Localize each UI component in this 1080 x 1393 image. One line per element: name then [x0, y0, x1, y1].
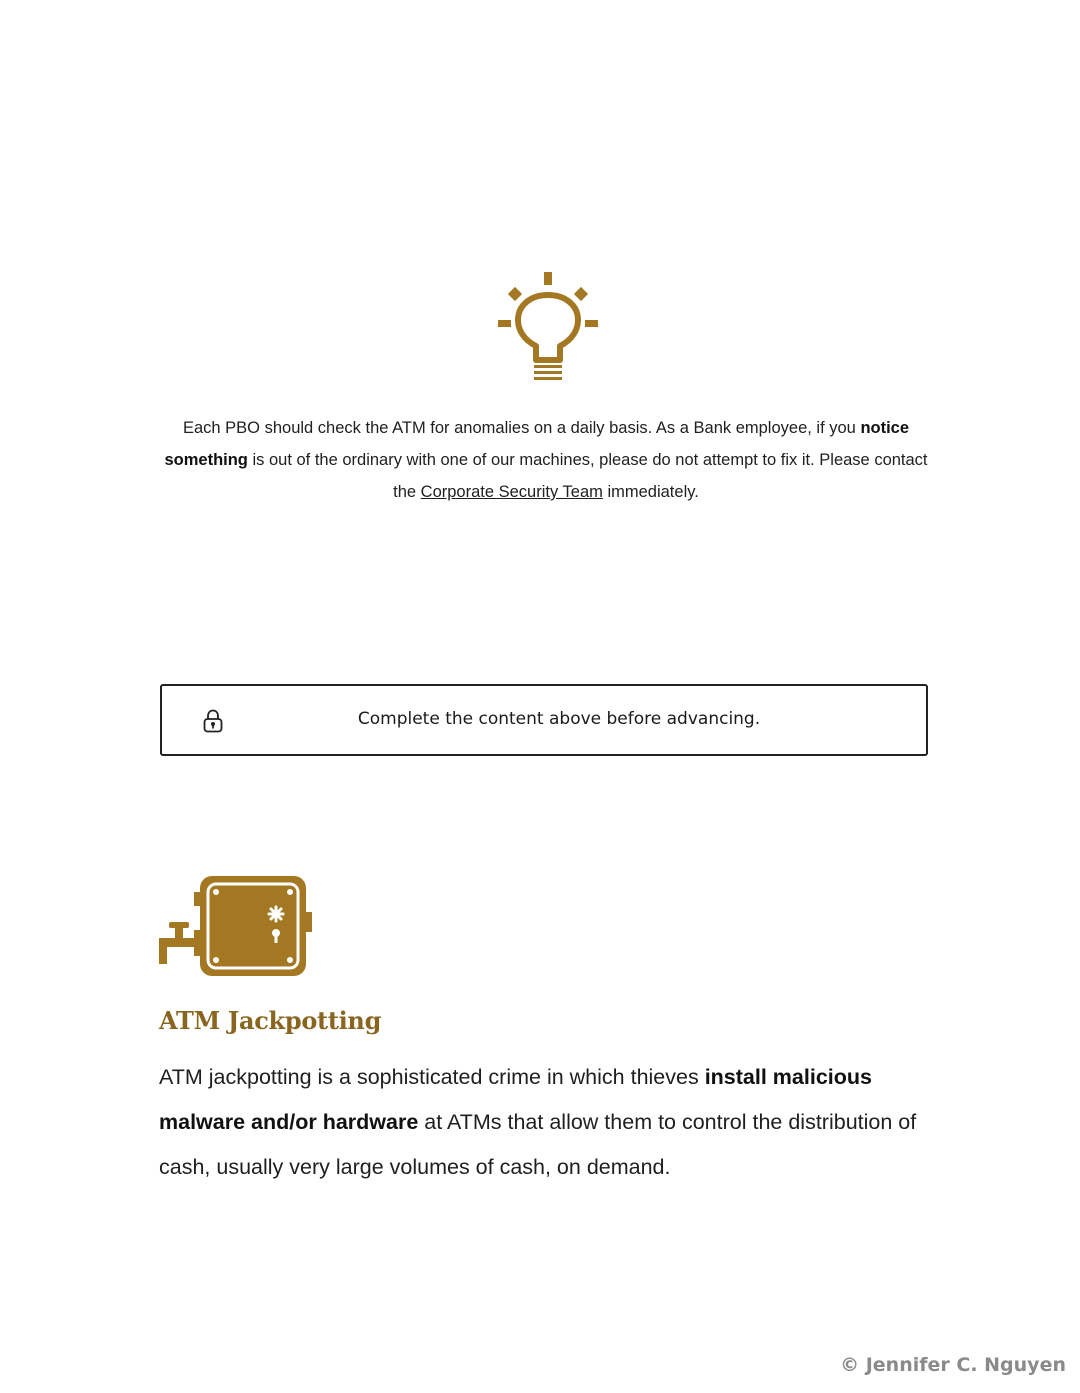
intro-text-part2: is out of the ordinary with one of our machines, please do not attempt to fix it. Please contact the	[247, 451, 928, 501]
copyright-notice: © Jennifer C. Nguyen	[840, 1354, 1066, 1376]
atm-body-part2: at ATMs that allow them to control the distribution of cash, usually very large volumes of cash, on demand.	[159, 1110, 917, 1179]
intro-text-part1: Each PBO should check the ATM for anomalies on a daily basis. As a Bank employee, if you	[182, 419, 861, 437]
intro-text-part3: immediately.	[602, 483, 699, 501]
atm-safe-icon	[158, 872, 314, 980]
atm-jackpotting-paragraph	[159, 1055, 939, 1190]
atm-body-part1: ATM jackpotting is a sophisticated crime in which thieves	[159, 1065, 705, 1089]
atm-body-emphasis: install malicious malware and/or hardware	[159, 1065, 872, 1134]
intro-paragraph	[160, 412, 932, 508]
lightbulb-icon	[494, 268, 602, 386]
corporate-security-link[interactable]: Corporate Security Team	[420, 483, 603, 501]
locked-message: Complete the content above before advancing.	[357, 709, 761, 729]
atm-jackpotting-heading: ATM Jackpotting	[159, 1006, 382, 1035]
locked-continue-bar	[160, 684, 928, 756]
intro-emphasis: notice something	[164, 419, 910, 469]
